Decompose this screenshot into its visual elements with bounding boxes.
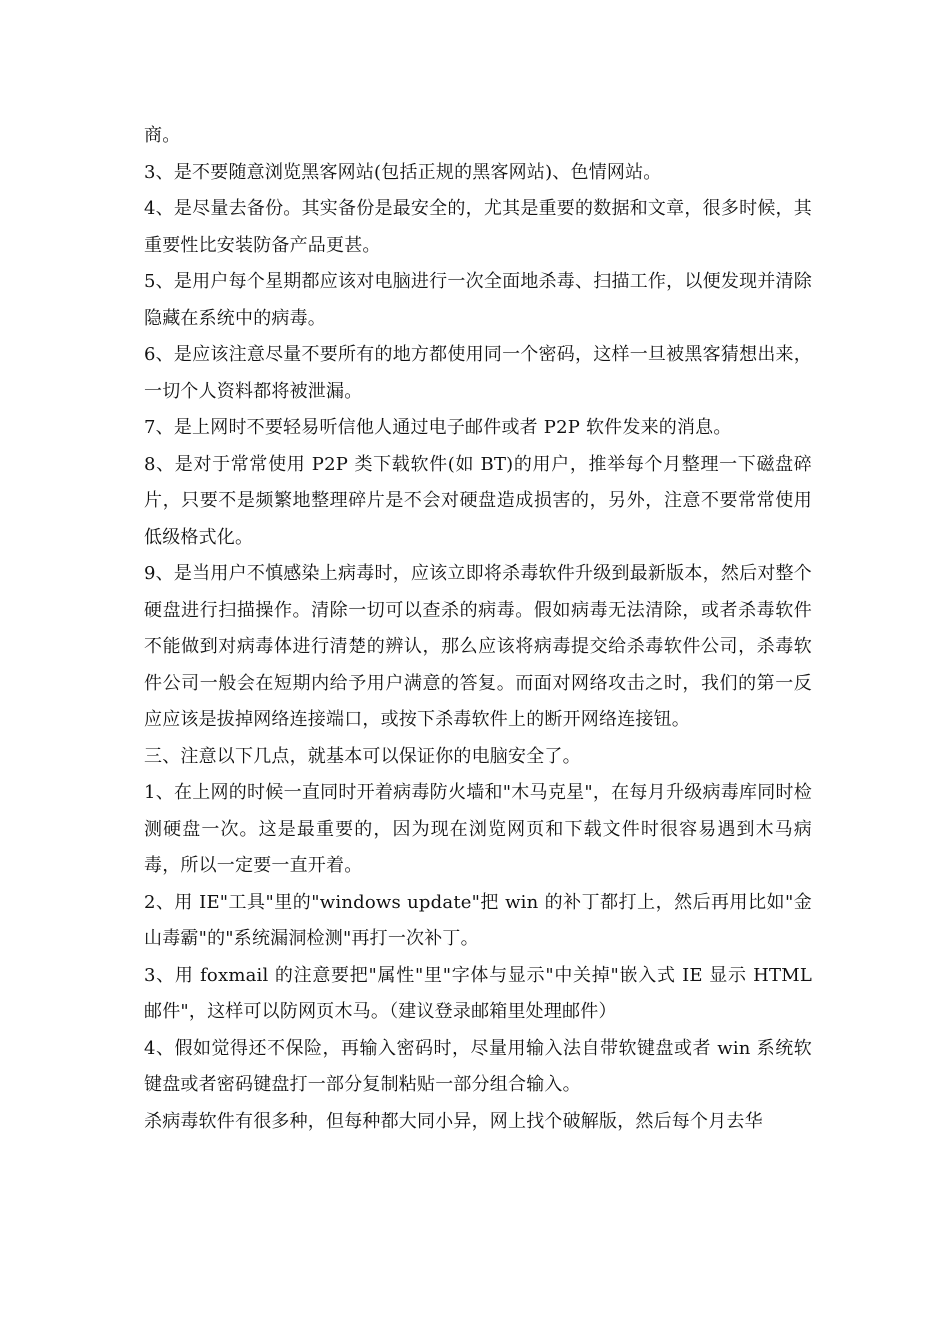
paragraph-tip-5: 5、是用户每个星期都应该对电脑进行一次全面地杀毒、扫描工作，以便发现并清除隐藏在系统中的病毒。: [144, 271, 812, 329]
paragraph-point-3: 3、用 foxmail 的注意要把"属性"里"字体与显示"中关掉"嵌入式 IE 显示 HTML 邮件"，这样可以防网页木马。（建议登录邮箱里处理邮件）: [144, 964, 812, 1022]
paragraph-tip-9: 9、是当用户不慎感染上病毒时，应该立即将杀毒软件升级到最新版本，然后对整个硬盘进行扫描操作。清除一切可以查杀的病毒。假如病毒无法清除，或者杀毒软件不能做到对病毒体进行清楚的辨认，那么应该将病毒提交给杀毒软件公司，杀毒软件公司一般会在短期内给予用户满意的答复。而面对网络攻击之时，我们的第一反应应该是拔掉网络连接端口，或按下杀毒软件上的断开网络连接钮。: [144, 563, 812, 730]
paragraph-intro-end: 商。: [144, 125, 181, 146]
paragraph-closing: 杀病毒软件有很多种，但每种都大同小异，网上找个破解版，然后每个月去华: [144, 1110, 763, 1132]
paragraph-tip-6: 6、是应该注意尽量不要所有的地方都使用同一个密码，这样一旦被黑客猜想出来，一切个人资料都将被泄漏。: [144, 344, 812, 402]
paragraph-point-1: 1、在上网的时候一直同时开着病毒防火墙和"木马克星"，在每月升级病毒库同时检测硬盘一次。这是最重要的，因为现在浏览网页和下载文件时很容易遇到木马病毒，所以一定要一直开着。: [144, 782, 812, 876]
paragraph-point-4: 4、假如觉得还不保险，再输入密码时，尽量用输入法自带软键盘或者 win 系统软键盘或者密码键盘打一部分复制粘贴一部分组合输入。: [144, 1037, 812, 1095]
paragraph-tip-8: 8、是对于常常使用 P2P 类下载软件(如 BT)的用户，推举每个月整理一下磁盘碎片，只要不是频繁地整理碎片是不会对硬盘造成损害的，另外，注意不要常常使用低级格式化。: [144, 453, 812, 548]
paragraph-tip-7: 7、是上网时不要轻易听信他人通过电子邮件或者 P2P 软件发来的消息。: [144, 417, 732, 438]
paragraph-tip-4: 4、是尽量去备份。其实备份是最安全的，尤其是重要的数据和文章，很多时候，其重要性比安装防备产品更甚。: [144, 198, 812, 256]
paragraph-point-2: 2、用 IE"工具"里的"windows update"把 win 的补丁都打上，然后再用比如"金山毒霸"的"系统漏洞检测"再打一次补丁。: [144, 891, 812, 949]
document-body: [144, 118, 812, 1140]
paragraph-tip-3: 3、是不要随意浏览黑客网站(包括正规的黑客网站)、色情网站。: [144, 161, 662, 183]
section-heading-3: 三、注意以下几点，就基本可以保证你的电脑安全了。: [144, 745, 581, 767]
